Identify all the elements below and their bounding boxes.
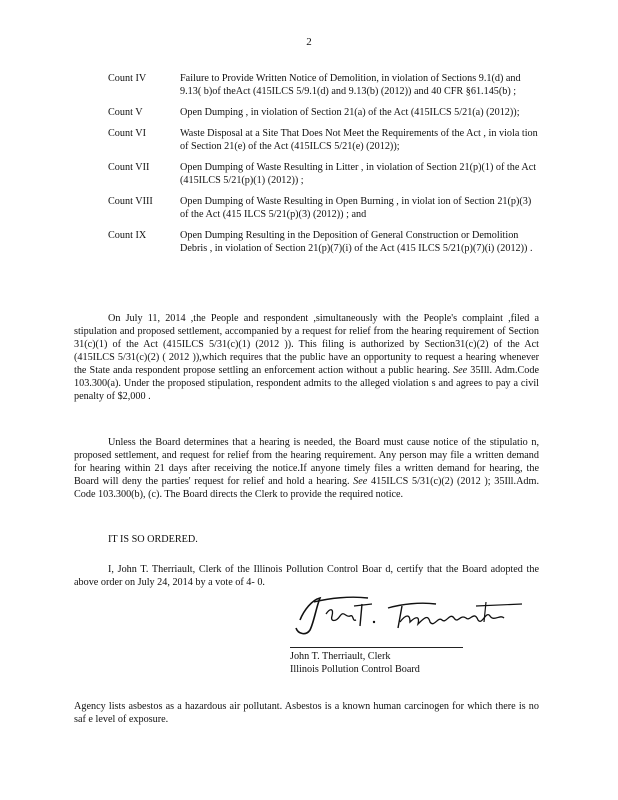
paragraph-text: 35Ill. Adm.Code 103.300(a). Under the proposed stipulation, respondent admits to the alleged violation s and agrees to pay a civil penalty of $2,000 . bbox=[74, 365, 540, 402]
count-label: Count VI bbox=[108, 128, 147, 139]
count-text: Open Dumping of Waste Resulting in Open Burning , in violat ion of Section 21(p)(3) of the Act (415 ILCS 5/21(p)(3) (2012)) ; and bbox=[180, 196, 532, 220]
count-text: Open Dumping , in violation of Section 21(a) of the Act (415ILCS 5/21(a) (2012)); bbox=[180, 107, 520, 118]
count-text: Failure to Provide Written Notice of Demolition, in violation of Sections 9.1(d) and 9.13( b)of theAct (415ILCS 5/9.1(d) and 9.13(b) (2012)) and 40 CFR §61.145(b) ; bbox=[180, 73, 521, 97]
count-label: Count VIII bbox=[108, 196, 153, 207]
certification-paragraph bbox=[74, 563, 539, 589]
signature-line bbox=[290, 647, 463, 648]
see-signal: See bbox=[353, 476, 368, 487]
paragraph-text: Unless the Board determines that a hearing is needed, the Board must cause notice of the stipulatio n, proposed settlement, and request for relief from the hearing requirement. Any person may file a written demand for hearing within 21 days after receiving the notice.If anyone timely files a written demand for hearing, the Board will deny the parties' request for relief and hold a hearing. bbox=[74, 437, 539, 487]
count-item bbox=[108, 72, 538, 98]
count-item bbox=[108, 106, 538, 119]
paragraph-text: On July 11, 2014 ,the People and respondent ,simultaneously with the People's complaint ,filed a stipulation and proposed settlement, accompanied by a request for relief from the hearing requirement of Section 31(c)(1) of the Act (415ILCS 5/31(c)(1) (2012 )). This filing is authorized by Section31(c)(2) of the Act (415ILCS 5/31(c)(2) ( 2012 )),which requires that the public have an opportunity to request a hearing whenever the State anda respondent propose settling an enforcement action without a public hearing. bbox=[74, 313, 539, 376]
count-label: Count IV bbox=[108, 73, 147, 84]
count-item bbox=[108, 229, 538, 255]
count-item bbox=[108, 127, 538, 153]
count-text: Waste Disposal at a Site That Does Not Meet the Requirements of the Act , in viola tion of Section 21(e) of the Act (415ILCS 5/21(e) (2012)); bbox=[180, 128, 538, 152]
stipulation-paragraph bbox=[74, 312, 539, 403]
footnote: Agency lists asbestos as a hazardous air pollutant. Asbestos is a known human carcinogen for which there is no saf e level of exposure. bbox=[74, 701, 539, 725]
hearing-paragraph bbox=[74, 436, 539, 501]
clerk-title: Illinois Pollution Control Board bbox=[290, 664, 420, 675]
counts-list bbox=[108, 72, 538, 263]
see-signal: See bbox=[453, 365, 468, 376]
paragraph-text: I, John T. Therriault, Clerk of the Illinois Pollution Control Boar d, certify that the Board adopted the above order on July 24, 2014 by a vote of 4- 0. bbox=[74, 564, 539, 588]
count-label: Count V bbox=[108, 107, 143, 118]
count-label: Count VII bbox=[108, 162, 150, 173]
page-number: 2 bbox=[306, 36, 312, 48]
count-text: Open Dumping of Waste Resulting in Litter , in violation of Section 21(p)(1) of the Act (415ILCS 5/21(p)(1) (2012)) ; bbox=[180, 162, 537, 186]
ordered-line: IT IS SO ORDERED. bbox=[108, 534, 198, 545]
clerk-name: John T. Therriault, Clerk bbox=[290, 651, 391, 662]
paragraph-text: 415ILCS 5/31(c)(2) (2012 ); 35Ill.Adm. Code 103.300(b), (c). The Board directs the Clerk to provide the required notice. bbox=[74, 476, 539, 500]
count-item bbox=[108, 161, 538, 187]
count-text: Open Dumping Resulting in the Deposition of General Construction or Demolition Debris , in violation of Section 21(p)(7)(i) of the Act (415 ILCS 5/21(p)(7)(i) (2012)) . bbox=[180, 230, 533, 254]
count-label: Count IX bbox=[108, 230, 147, 241]
count-item bbox=[108, 195, 538, 221]
handwritten-signature bbox=[290, 592, 530, 636]
